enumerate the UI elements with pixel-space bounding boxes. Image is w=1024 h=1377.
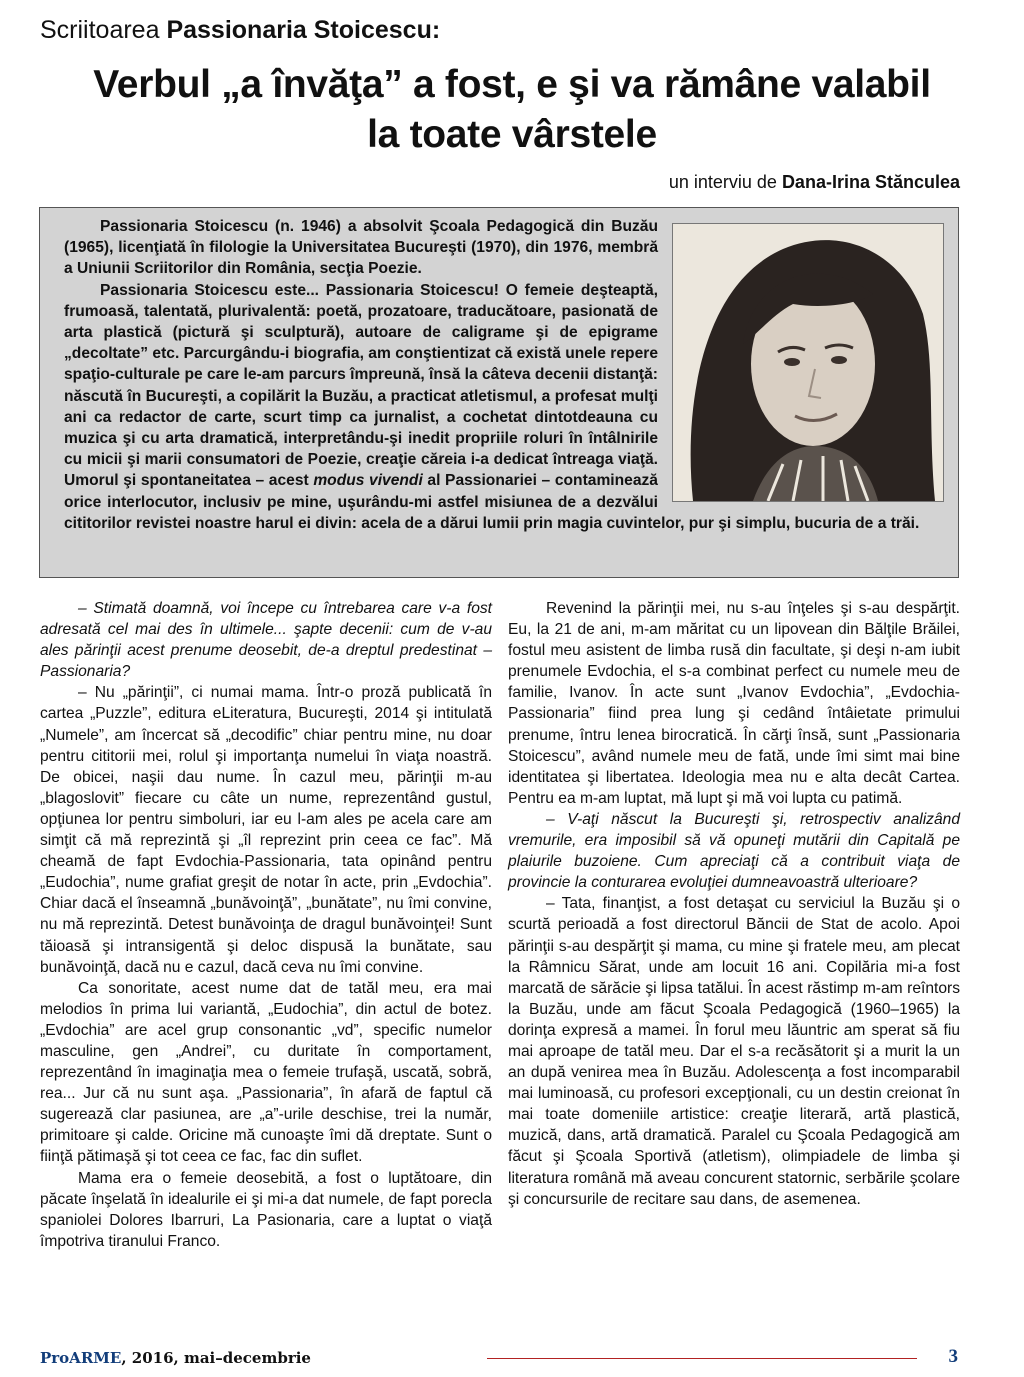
answer-2: – Tata, finanţist, a fost detaşat cu serviciul la Buzău şi o scurtă perioadă a fost directorul Băncii de Stat de acolo. Apoi părinţii s-au despărţit şi mama, cu mine şi fratele meu, am plecat la Râmnicu Sărat, unde am locuit 16 ani. Copilăria mi-a fost marcată de sărăcie şi lipsa tatălui. În acest răstimp m-am reîntors la Buzău, unde am făcut Şcoala Pedagogică (1960–1965) la dorinţa expresă a mamei. În forul meu lăuntric am sperat să fiu mai aproape de tatăl meu. Dar el s-a recăsătorit şi a murit la un an după venirea mea în Buzău. Adolescenţa a fost incomparabil mai luminoasă, cu profesori excepţionali, cu un destin creionat în mai toate domeniile artistice: creaţie literară, artă plastică, muzică, dans, artă dramatică. Paralel cu Şcoala Pedagogică am făcut şi Şcoala Sportivă (atletism), olimpiadele de limba şi literatura română mă aveau concurent statornic, serbările şcolare şi concursurile de recitare sau dans, de asemenea. <box>508 895 960 1208</box>
footer-rule <box>487 1358 917 1359</box>
byline-prefix: un interviu de <box>668 172 777 192</box>
question-1: – Stimată doamnă, voi începe cu întrebarea care v-a fost adresată cel mai des în ultimele... şapte decenii: cum de v-au ales părinţii acest prenume deosebit, de-a dreptul predestinat – Passionaria? <box>40 600 492 681</box>
page-number: 3 <box>948 1346 958 1367</box>
left-column <box>40 598 492 1252</box>
intro-paragraph-1: Passionaria Stoicescu (n. 1946) a absolvit Şcoala Pedagogică din Buzău (1965), licenţiată în filologie la Universitatea Bucureşti (1970), din 1976, membră a Uniunii Scriitorilor din România, secţia Poezie. <box>64 218 658 278</box>
kicker-name: Passionaria Stoicescu: <box>166 16 441 44</box>
byline-author: Dana-Irina Stănculea <box>781 172 960 192</box>
answer-1-part-4: Revenind la părinţii mei, nu s-au înţeles şi s-au despărţit. Eu, la 21 de ani, m-am măritat cu un lipovean din Bălţile Brăilei, fostul meu asistent de limba rusă din facultate, şi deşi n-am iubit prenumele Evdochia, el s-a combinat perfect cu numele meu de familie, Ivanov. În acte sunt „Ivanov Evdochia”, „Evdochia-Passionaria” fiind prea lung şi cedând întâietate primului prenume, întru lenea birocratică. În cărţi însă, sunt „Passionaria Stoicescu”, având numele meu de fată, unde îmi simt mai bine identitatea şi libertatea. Ideologia mea nu e alta decât Cartea. Pentru ea m-am luptat, mă lupt şi mă voi lupta cu patimă. <box>508 600 960 807</box>
intro-text <box>64 216 944 534</box>
footer-publication <box>40 1349 311 1367</box>
title-line-2: la toate vârstele <box>367 113 657 156</box>
answer-1-part-3: Mama era o femeie deosebită, a fost o luptătoare, din păcate înşelată în idealurile ei şi mi-a dat numele, de fapt porecla spaniolei Dolores Ibarruri, La Pasionaria, care a luptat o viaţă împotriva tiranului Franco. <box>40 1169 492 1250</box>
intro-paragraph-2: Passionaria Stoicescu este... Passionaria Stoicescu! O femeie deşteaptă, frumoasă, talentată, plurivalentă: poetă, prozatoare, traducătoare, pasionată de arta plastică (pictură şi sculptură), autoare de caligrame şi de epigrame „decoltate” etc. Parcurgându-i biografia, am conştientizat că există unele repere spaţio-culturale pe care le-am parcurs împreună, însă la câteva decenii distanţă: născută în Bucureşti, a copilărit la Buzău, a practicat atletismul, a profesat mulţi ani ca redactor de carte, scurt timp ca jurnalist, a cochetat dintotdeauna cu muzica şi cu arta dramatică, interpretându-şi inedit propriile roluri în întâlnirile cu micii şi marii consumatori de Poezie, creaţie căreia i-a dedicat întreaga viaţă. Umorul şi spontaneitatea – acest modus vivendi al Passionariei – contaminează orice interlocutor, inclusiv pe mine, uşurându-mi astfel misiunea de a dezvălui cititorilor revistei noastre harul ei divin: acela de a dărui lumii prin magia cuvintelor, pur şi simplu, bucuria de a trăi. <box>64 281 920 532</box>
magazine-name: ProARME <box>40 1349 122 1367</box>
author-portrait-image <box>673 224 943 501</box>
intro-italic-phrase: modus vivendi <box>313 472 423 490</box>
intro-box <box>39 207 959 578</box>
question-2: – V-aţi născut la Bucureşti şi, retrospectiv analizând vremurile, era imposibil să vă opuneţi mutării din Capitală pe plaiurile buzoiene. Cum apreciaţi că a contribuit viaţa de provincie la conturarea evoluţiei dumneavoastră ulterioare? <box>508 810 960 892</box>
title-line-1: Verbul „a învăţa” a fost, e şi va rămâne valabil <box>93 63 931 106</box>
issue-info: , 2016, mai–decembrie <box>121 1349 311 1367</box>
author-portrait <box>672 223 944 502</box>
article-kicker <box>40 14 984 46</box>
right-column <box>508 598 960 1210</box>
article-title <box>20 60 1004 160</box>
byline <box>669 170 960 194</box>
answer-1: – Nu „părinţii”, ci numai mama. Într-o proză publicată în cartea „Puzzle”, editura eLiteratura, Bucureşti, 2014 şi intitulată „Numele”, am încercat să „decodific” chiar pentru mine, nu doar pentru cititorii mei, rolul şi importanţa numelui în viaţa noastră. De obicei, naşii dau nume. În cazul meu, părinţii m-au „blagoslovit” fiecare cu câte un nume, reprezentând gustul, opţiunea lor pentru simboluri, iar eu l-am ales pe acela care am simţit că mă reprezintă şi „îl reprezint prin ceea ce fac”. Mă cheamă de fapt Evdochia-Passionaria, tata opinând pentru „Eudochia”, nume grafiat greşit de notar în acte, prin „Evdochia”. Chiar dacă el înseamnă „bunăvoinţă”, „bunătate”, nu îmi convine, nu mă reprezintă. Detest bunăvoinţa de dragul bunăvoinţei! Sunt tăioasă şi intransigentă şi deloc dispusă la bunătate, sau bunăvoinţă, dacă nu e cazul, dacă ceva nu îmi convine. <box>40 684 492 976</box>
kicker-prefix: Scriitoarea <box>40 16 160 44</box>
answer-1-part-2: Ca sonoritate, acest nume dat de tatăl meu, era mai melodios în prima lui variantă, „Eudochia”, din actul de botez. „Evdochia” are acel grup consonantic „vd”, specific numelor masculine, gen „Andrei”, cu duritate în comportament, reprezentând în imaginaţia mea o femeie trufaşă, uscată, sobră, rea... Jur că nu sunt aşa. „Passionaria”, în afară de faptul că sugerează clar pasiunea, are „a”-urile deschise, trei la număr, primitoare şi calde. Oricine mă cunoaşte îmi dă dreptate. Sunt o fiinţă pătimaşă şi tot ceea ce fac, fac din suflet. <box>40 979 492 1166</box>
